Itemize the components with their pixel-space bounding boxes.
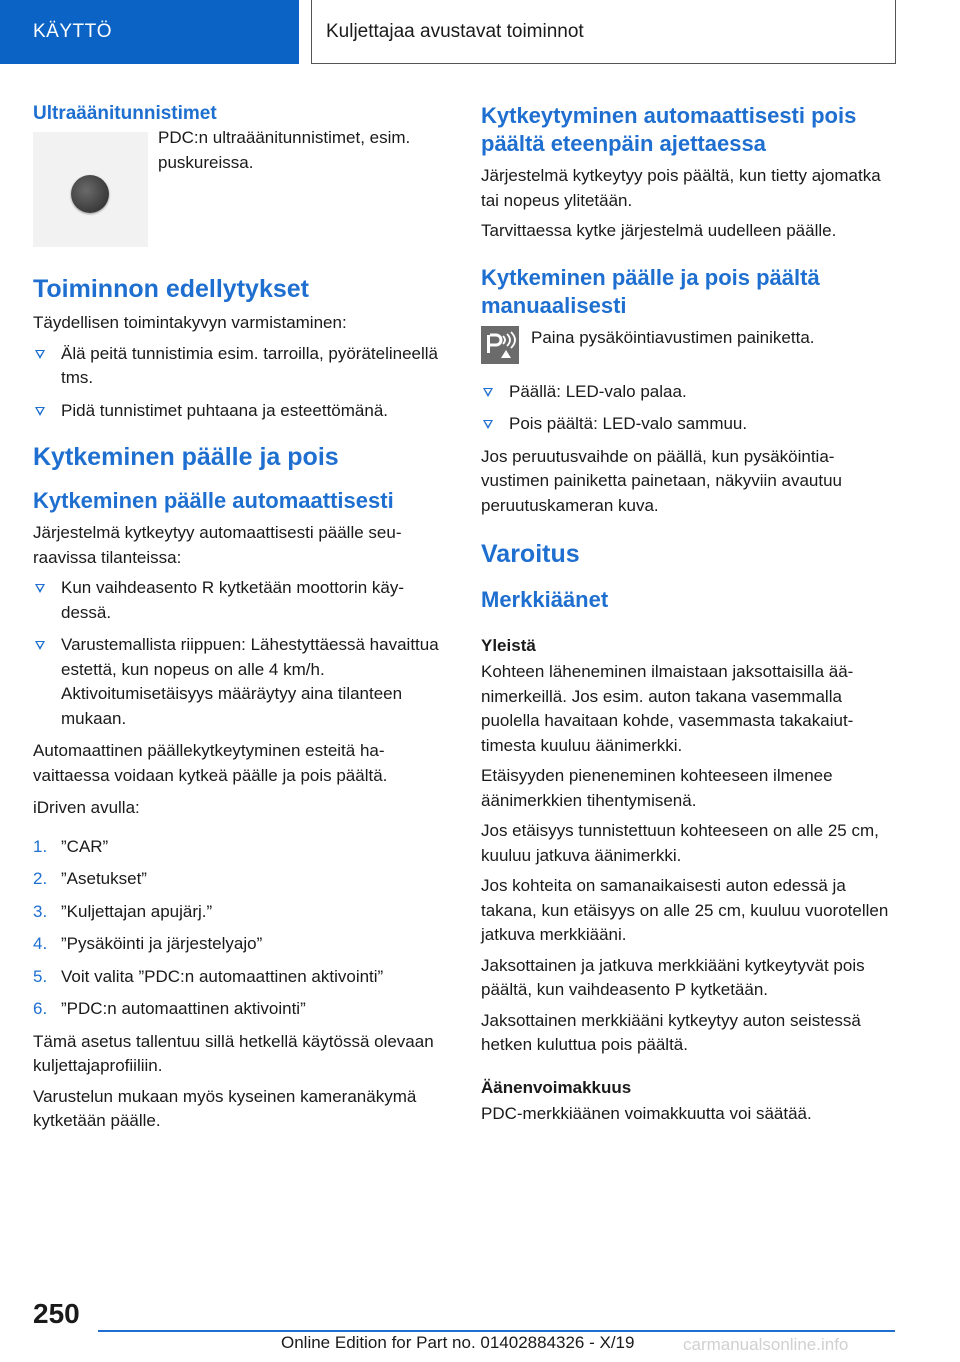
idrive-steps bbox=[33, 835, 447, 1022]
ultrasonic-sensor-image bbox=[33, 132, 148, 247]
prereq-list bbox=[33, 342, 447, 424]
warning-heading: Varoitus bbox=[481, 540, 580, 568]
list-item: 1. ”CAR” bbox=[33, 836, 109, 856]
volume-text: PDC-merkkiäänen voimakkuutta voi säätää. bbox=[481, 1103, 812, 1123]
auto-off-text-1: Järjestelmä kytkeytyy pois päältä, kun tietty ajomatka tai nopeus ylitetään. bbox=[481, 166, 881, 210]
general-para-3: Jos etäisyys tunnistettuun kohteeseen on alle 25 cm, kuuluu jatkuva äänimerkki. bbox=[481, 821, 879, 865]
list-item: Kun vaihdeasento R kytketään moottorin käydessä. bbox=[33, 576, 447, 625]
prereq-intro: Täydellisen toimintakyvyn varmistaminen: bbox=[33, 313, 347, 332]
chapter-title: Kuljettajaa avustavat toiminnot bbox=[311, 0, 896, 64]
idrive-label: iDriven avulla: bbox=[33, 798, 140, 817]
signals-heading: Merkkiäänet bbox=[481, 587, 609, 612]
list-item: 6. ”PDC:n automaattinen aktivointi” bbox=[33, 999, 306, 1018]
sensors-text: PDC:n ultraäänitunnistimet, esim. puskureissa. bbox=[158, 128, 411, 172]
list-item: Pois päältä: LED-valo sammuu. bbox=[481, 412, 895, 437]
auto-on-intro: Järjestelmä kytkeytyy automaattisesti päälle seuraavissa tilanteissa: bbox=[33, 523, 402, 567]
bullet-triangle-icon bbox=[483, 420, 493, 429]
bullet-triangle-icon bbox=[483, 388, 493, 397]
right-column bbox=[481, 100, 895, 1132]
profile-note: Tämä asetus tallentuu sillä hetkellä käytössä olevaan kuljettajaprofiiliin. bbox=[33, 1031, 434, 1075]
auto-on-list bbox=[33, 576, 447, 731]
list-item: 4. ”Pysäköinti ja järjestelyajo” bbox=[33, 934, 263, 953]
sensors-heading: Ultraäänitunnistimet bbox=[33, 103, 217, 124]
camera-note: Varustelun mukaan myös kyseinen kameranäkymä kytketään päälle. bbox=[33, 1086, 417, 1130]
general-para-5: Jaksottainen ja jatkuva merkkiääni kytkeytyvät pois päältä, kun vaihdeasento P kytketään. bbox=[481, 955, 865, 999]
sensor-icon bbox=[71, 175, 109, 213]
bullet-triangle-icon bbox=[35, 407, 45, 416]
list-item: 3. ”Kuljettajan apujärj.” bbox=[33, 901, 213, 921]
bullet-triangle-icon bbox=[35, 641, 45, 650]
left-column bbox=[33, 100, 447, 1140]
list-item: Varustemallista riippuen: Lähestyttäessä havaittua estettä, kun nopeus on alle 4 km/h. Aktivoitumisetäisyys määräytyy aina tilanteen mukaan. bbox=[33, 633, 447, 731]
bullet-triangle-icon bbox=[35, 350, 45, 359]
manual-text: Paina pysäköintiavustimen painiketta. bbox=[531, 327, 815, 347]
list-item: Älä peitä tunnistimia esim. tarroilla, pyörätelineellä tms. bbox=[33, 342, 447, 391]
general-para-4: Jos kohteita on samanaikaisesti auton edessä ja takana, kun etäisyys on alle 25 cm, kuuluu vuorotellen jatkuva merkkiääni. bbox=[481, 876, 889, 944]
bullet-triangle-icon bbox=[35, 584, 45, 593]
list-item: 5. Voit valita ”PDC:n automaattinen aktivointi” bbox=[33, 966, 384, 986]
parking-button-figure bbox=[481, 326, 895, 364]
sensor-figure bbox=[33, 128, 447, 247]
prereq-heading: Toiminnon edellytykset bbox=[33, 275, 309, 303]
auto-on-note: Automaattinen päällekytkeytyminen esteitä havaittaessa voidaan kytkeä päälle ja pois päältä. bbox=[33, 741, 388, 785]
manual-heading: Kytkeminen päälle ja pois päältä manuaalisesti bbox=[481, 264, 820, 318]
auto-on-heading: Kytkeminen päälle automaattisesti bbox=[33, 488, 394, 513]
general-heading: Yleistä bbox=[481, 636, 536, 655]
general-para-2: Etäisyyden pieneneminen kohteeseen ilmenee äänimerkkien tihentymisenä. bbox=[481, 766, 833, 810]
switch-heading: Kytkeminen päälle ja pois bbox=[33, 443, 339, 471]
auto-off-heading: Kytkeytyminen automaattisesti pois päältä eteenpäin ajettaessa bbox=[481, 103, 857, 156]
page-header bbox=[0, 0, 960, 66]
manual-list bbox=[481, 380, 895, 437]
edition-text: Online Edition for Part no. 01402884326 - X/19 bbox=[281, 1333, 635, 1352]
volume-heading: Äänenvoimakkuus bbox=[481, 1077, 632, 1097]
auto-off-text-2: Tarvittaessa kytke järjestelmä uudelleen päälle. bbox=[481, 221, 837, 240]
page-number: 250 bbox=[33, 1298, 80, 1329]
footer-divider bbox=[98, 1330, 895, 1332]
park-assist-button-icon bbox=[481, 326, 519, 364]
reverse-note: Jos peruutusvaihde on päällä, kun pysäköintiavustimen painiketta painetaan, näkyviin avautuu peruutuskameran kuva. bbox=[481, 446, 843, 515]
list-item: Pidä tunnistimet puhtaana ja esteettömänä. bbox=[33, 399, 447, 424]
list-item: Päällä: LED-valo palaa. bbox=[481, 380, 895, 405]
watermark: carmanualsonline.info bbox=[683, 1335, 849, 1354]
general-para-6: Jaksottainen merkkiääni kytkeytyy auton seistessä hetken kuluttua pois päältä. bbox=[481, 1010, 861, 1054]
general-para-1: Kohteen läheneminen ilmaistaan jaksottaisilla äänimerkeillä. Jos esim. auton takana vasemmalla puolella havaitaan kohde, vasemmasta takakaiuttimesta kuuluu äänimerkki. bbox=[481, 662, 854, 755]
list-item: 2. ”Asetukset” bbox=[33, 869, 147, 888]
section-tab: KÄYTTÖ bbox=[0, 0, 299, 64]
